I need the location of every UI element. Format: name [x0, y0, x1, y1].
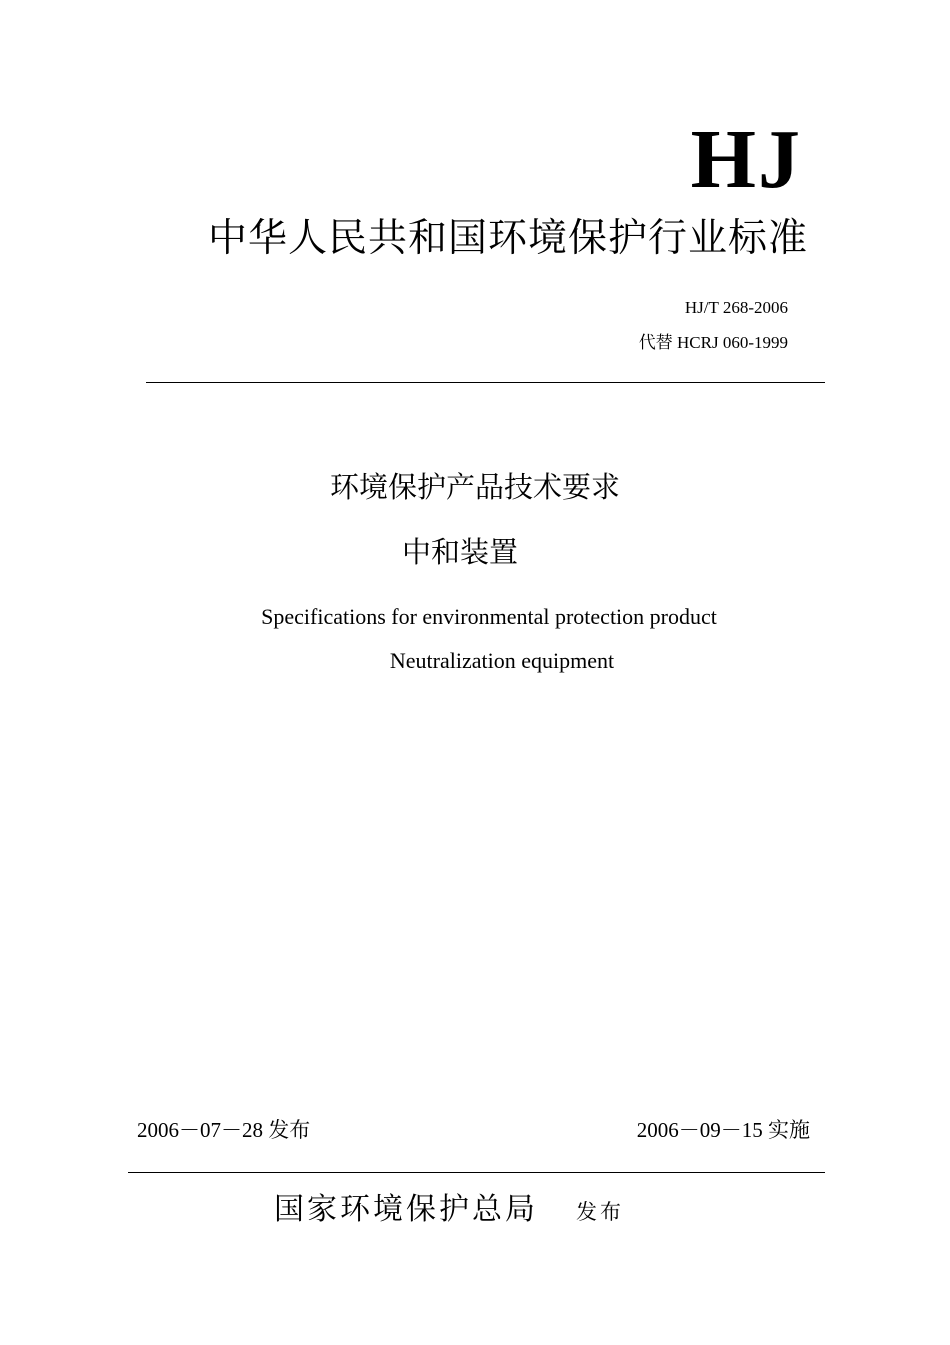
- publisher-line: [274, 1192, 624, 1228]
- publish-action: 发布: [576, 1200, 624, 1224]
- document-title-en: Specifications for environmental protection product: [261, 604, 717, 629]
- standard-number: HJ/T 268-2006: [684, 298, 788, 317]
- document-title-zh: 环境保护产品技术要求: [329, 470, 620, 504]
- document-subtitle-en: Neutralization equipment: [389, 648, 615, 673]
- publisher-name: 国家环境保护总局: [274, 1192, 538, 1227]
- issue-date: 2006－07－28 发布: [137, 1118, 311, 1142]
- top-divider: [146, 382, 825, 383]
- bottom-divider: [128, 1172, 825, 1173]
- replaced-standard: 代替 HCRJ 060-1999: [638, 333, 788, 352]
- implementation-date: 2006－09－15 实施: [636, 1118, 810, 1142]
- document-subtitle-zh: 中和装置: [401, 535, 518, 569]
- standard-logo: HJ: [690, 113, 802, 206]
- standard-category-title: 中华人民共和国环境保护行业标准: [207, 216, 808, 261]
